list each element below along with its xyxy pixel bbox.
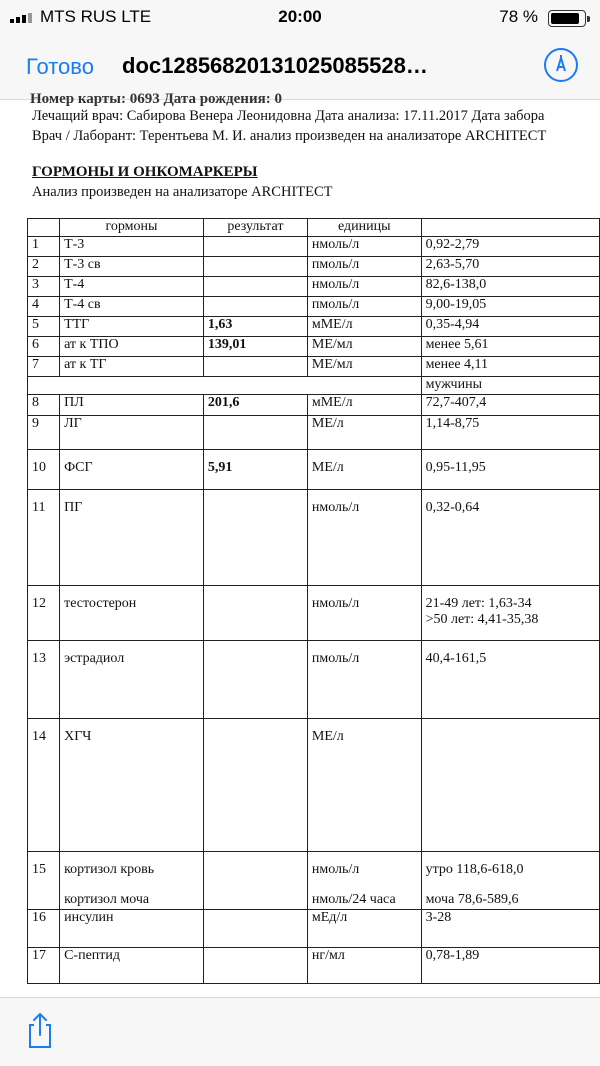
row-number: 12 bbox=[28, 586, 60, 641]
row-name: ХГЧ bbox=[60, 719, 204, 852]
row-number: 16 bbox=[28, 910, 60, 948]
row-result bbox=[203, 490, 307, 586]
row-number: 3 bbox=[28, 277, 60, 297]
doctor-line: Лечащий врач: Сабирова Венера Леонидовна Дата анализа: 17.11.2017 Дата забора bbox=[32, 108, 545, 124]
section-title: ГОРМОНЫ И ОНКОМАРКЕРЫ bbox=[32, 164, 258, 180]
row-unit bbox=[307, 852, 421, 910]
row-unit: пмоль/л bbox=[307, 257, 421, 277]
row-unit: нг/мл bbox=[307, 948, 421, 984]
row-reference: 40,4-161,5 bbox=[421, 641, 599, 719]
row-name: ат к ТГ bbox=[60, 357, 204, 377]
row-number: 7 bbox=[28, 357, 60, 377]
table-row bbox=[28, 641, 600, 719]
row-result: 201,6 bbox=[203, 395, 307, 416]
table-row bbox=[28, 237, 600, 257]
row-reference: 2,63-5,70 bbox=[421, 257, 599, 277]
row-name: эстрадиол bbox=[60, 641, 204, 719]
table-row bbox=[28, 450, 600, 490]
table-row bbox=[28, 910, 600, 948]
row-name: Т-3 св bbox=[60, 257, 204, 277]
row-unit: МЕ/л bbox=[307, 719, 421, 852]
hormones-table bbox=[27, 218, 600, 984]
row-number: 15 bbox=[28, 852, 60, 910]
row-reference: менее 4,11 bbox=[421, 357, 599, 377]
row-reference: 0,78-1,89 bbox=[421, 948, 599, 984]
row-unit: пмоль/л bbox=[307, 297, 421, 317]
row-number: 17 bbox=[28, 948, 60, 984]
row-result bbox=[203, 277, 307, 297]
document-viewer[interactable] bbox=[0, 91, 600, 997]
row-reference: 0,32-0,64 bbox=[421, 490, 599, 586]
row-name: ат к ТПО bbox=[60, 337, 204, 357]
share-icon[interactable] bbox=[24, 1010, 56, 1050]
row-unit: МЕ/л bbox=[307, 450, 421, 490]
row-name: инсулин bbox=[60, 910, 204, 948]
row-reference bbox=[421, 586, 599, 641]
row-result bbox=[203, 852, 307, 910]
row-reference: 82,6-138,0 bbox=[421, 277, 599, 297]
section-subtitle: Анализ произведен на анализаторе ARCHITECT bbox=[32, 184, 333, 200]
row-reference: 3-28 bbox=[421, 910, 599, 948]
row-reference: 0,95-11,95 bbox=[421, 450, 599, 490]
header-result: результат bbox=[203, 219, 307, 237]
row-name bbox=[60, 852, 204, 910]
reference-line-1: утро 118,6-618,0 bbox=[425, 862, 524, 877]
row-unit: нмоль/л bbox=[307, 277, 421, 297]
row-number: 9 bbox=[28, 416, 60, 450]
row-result bbox=[203, 948, 307, 984]
table-row bbox=[28, 257, 600, 277]
row-result bbox=[203, 586, 307, 641]
bottom-toolbar bbox=[0, 997, 600, 1066]
row-name: Т-3 bbox=[60, 237, 204, 257]
header-reference bbox=[421, 219, 599, 237]
row-unit: мМЕ/л bbox=[307, 395, 421, 416]
row-result bbox=[203, 719, 307, 852]
row-name: ПЛ bbox=[60, 395, 204, 416]
row-reference bbox=[421, 719, 599, 852]
row-unit: МЕ/мл bbox=[307, 357, 421, 377]
document-title: doc12856820131025085528… bbox=[122, 53, 428, 78]
row-number: 1 bbox=[28, 237, 60, 257]
row-unit: МЕ/мл bbox=[307, 337, 421, 357]
row-reference: 9,00-19,05 bbox=[421, 297, 599, 317]
separator-blank bbox=[28, 377, 422, 395]
row-number: 14 bbox=[28, 719, 60, 852]
row-name: Т-4 bbox=[60, 277, 204, 297]
row-result: 139,01 bbox=[203, 337, 307, 357]
carrier-label: MTS RUS LTE bbox=[40, 7, 152, 26]
row-number: 6 bbox=[28, 337, 60, 357]
row-number: 8 bbox=[28, 395, 60, 416]
row-name: ПГ bbox=[60, 490, 204, 586]
sex-separator-row bbox=[28, 377, 600, 395]
row-reference bbox=[421, 852, 599, 910]
battery-icon bbox=[548, 10, 586, 27]
row-name: тестостерон bbox=[60, 586, 204, 641]
header-units: единицы bbox=[307, 219, 421, 237]
row-unit: нмоль/л bbox=[307, 586, 421, 641]
row-unit: МЕ/л bbox=[307, 416, 421, 450]
row-result: 1,63 bbox=[203, 317, 307, 337]
sex-label: мужчины bbox=[421, 377, 599, 395]
table-row bbox=[28, 277, 600, 297]
table-row bbox=[28, 416, 600, 450]
table-row bbox=[28, 719, 600, 852]
row-reference: 72,7-407,4 bbox=[421, 395, 599, 416]
row-unit: нмоль/л bbox=[307, 237, 421, 257]
battery-percent: 78 % bbox=[499, 7, 538, 26]
row-number: 2 bbox=[28, 257, 60, 277]
header-hormones: гормоны bbox=[60, 219, 204, 237]
table-row bbox=[28, 586, 600, 641]
row-reference: менее 5,61 bbox=[421, 337, 599, 357]
row-number: 10 bbox=[28, 450, 60, 490]
header-number bbox=[28, 219, 60, 237]
table-row bbox=[28, 357, 600, 377]
row-reference: 1,14-8,75 bbox=[421, 416, 599, 450]
row-result bbox=[203, 237, 307, 257]
done-button[interactable]: Готово bbox=[26, 54, 94, 79]
markup-pen-icon[interactable] bbox=[544, 48, 578, 82]
clock: 20:00 bbox=[278, 7, 322, 26]
row-name: ФСГ bbox=[60, 450, 204, 490]
table-row bbox=[28, 317, 600, 337]
reference-line-2: моча 78,6-589,6 bbox=[425, 892, 519, 907]
row-result bbox=[203, 416, 307, 450]
row-reference: 0,92-2,79 bbox=[421, 237, 599, 257]
unit-line-2: нмоль/24 часа bbox=[311, 892, 396, 907]
row-number: 5 bbox=[28, 317, 60, 337]
row-result bbox=[203, 297, 307, 317]
lab-line: Врач / Лаборант: Терентьева М. И. анализ произведен на анализаторе ARCHITECT bbox=[32, 128, 547, 144]
unit-line-1: нмоль/л bbox=[311, 862, 360, 877]
row-result: 5,91 bbox=[203, 450, 307, 490]
row-reference: 0,35-4,94 bbox=[421, 317, 599, 337]
row-unit: нмоль/л bbox=[307, 490, 421, 586]
name-line-2: кортизол моча bbox=[64, 892, 150, 907]
row-result bbox=[203, 910, 307, 948]
row-name: ТТГ bbox=[60, 317, 204, 337]
row-result bbox=[203, 357, 307, 377]
name-line-1: кортизол кровь bbox=[64, 862, 155, 877]
table-row bbox=[28, 395, 600, 416]
cut-off-line: Номер карты: 0693 Дата рождения: 0 bbox=[30, 91, 282, 107]
row-number: 4 bbox=[28, 297, 60, 317]
row-result bbox=[203, 641, 307, 719]
row-unit: мМЕ/л bbox=[307, 317, 421, 337]
row-number: 11 bbox=[28, 490, 60, 586]
row-result bbox=[203, 257, 307, 277]
table-header-row bbox=[28, 219, 600, 237]
row-name: Т-4 св bbox=[60, 297, 204, 317]
reference-line-1: 21-49 лет: 1,63-34 bbox=[425, 596, 532, 611]
row-unit: пмоль/л bbox=[307, 641, 421, 719]
status-bar bbox=[0, 0, 600, 36]
table-row bbox=[28, 490, 600, 586]
row-name: ЛГ bbox=[60, 416, 204, 450]
table-row bbox=[28, 852, 600, 910]
row-number: 13 bbox=[28, 641, 60, 719]
reference-line-2: >50 лет: 4,41-35,38 bbox=[425, 612, 539, 627]
row-unit: мЕд/л bbox=[307, 910, 421, 948]
table-row bbox=[28, 337, 600, 357]
table-row bbox=[28, 297, 600, 317]
table-row bbox=[28, 948, 600, 984]
row-name: С-пептид bbox=[60, 948, 204, 984]
